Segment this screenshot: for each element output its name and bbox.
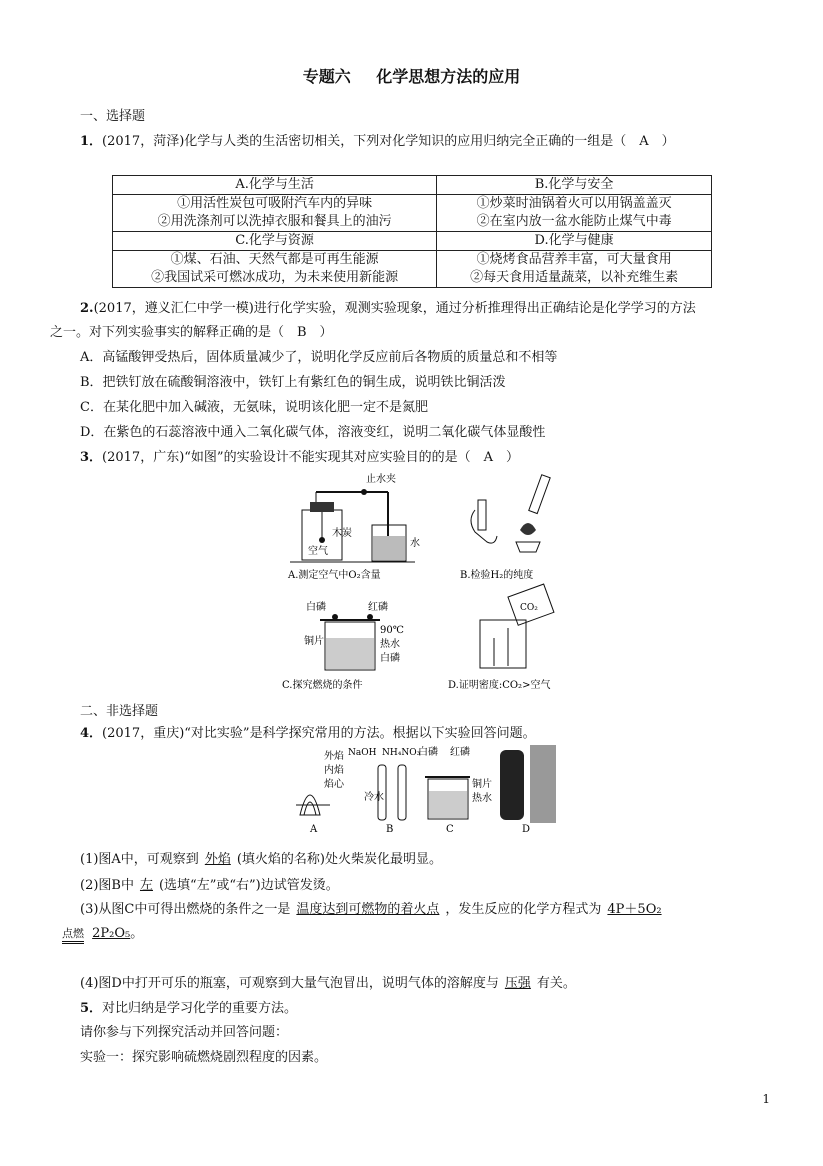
question-5 <box>80 997 297 1016</box>
title-part2: 化学思想方法的应用 <box>376 67 521 86</box>
q4-c2: 红磷 <box>450 747 470 758</box>
table-cell: A.化学与生活 <box>113 176 437 195</box>
q2-option-a: A．高锰酸钾受热后，固体质量减少了，说明化学反应前后各物质的质量总和不相等 <box>80 350 558 365</box>
table-row <box>113 195 712 232</box>
q4-number: 4． <box>80 726 103 741</box>
q4-fig-d <box>500 745 556 835</box>
q4-p4-answer: 压强 <box>504 976 531 991</box>
fig-c-hot: 热水 <box>380 639 400 650</box>
q4-p1-answer: 外焰 <box>204 852 231 867</box>
q4-part3 <box>80 898 668 917</box>
q4-p1a: (1)图A中，可观察到 <box>80 852 199 867</box>
q4-c1: 白磷 <box>418 747 438 758</box>
fig-a-label: 止水夹 <box>366 474 396 485</box>
q4-part3-cont: 点燃 2P₂O₅。 <box>62 922 143 944</box>
q4-p4a: (4)图D中打开可乐的瓶塞，可观察到大量气泡冒出，说明气体的溶解度与 <box>80 976 499 991</box>
q4-b2: NH₄NO₃ <box>382 748 421 758</box>
section-heading-1: 一、选择题 <box>80 109 146 124</box>
q3-text: (2017，广东)“如图”的实验设计不能实现其对应实验目的的是（ A ） <box>102 450 519 465</box>
fig-c-hong: 红磷 <box>368 602 388 613</box>
page-title <box>0 64 823 87</box>
fig-c-caption: C.探究燃烧的条件 <box>282 680 363 691</box>
q4-a1: 外焰 <box>324 751 344 762</box>
section-heading-2: 二、非选择题 <box>80 704 159 719</box>
q4-la: A <box>310 824 318 835</box>
q4-lc: C <box>446 824 454 835</box>
q4-fig-a <box>296 749 345 835</box>
table-cell: ①烧烤食品营养丰富，可大量食用 ②每天食用适量蔬菜，以补充维生素 <box>437 251 712 288</box>
table-cell: C.化学与资源 <box>113 232 437 251</box>
q4-part4 <box>80 972 576 991</box>
table-cell: B.化学与安全 <box>437 176 712 195</box>
q4-figure <box>290 745 570 835</box>
fig-b-caption: B.检验H₂的纯度 <box>460 570 534 581</box>
q4-b3: 冷水 <box>364 792 384 803</box>
clamp-icon <box>361 489 367 495</box>
q3-fig-a <box>287 472 420 581</box>
q4-p2a: (2)图B中 <box>80 878 134 893</box>
q4-a3: 焰心 <box>324 779 344 790</box>
fig-a-water: 水 <box>410 538 420 549</box>
fig-c-temp: 90℃ <box>380 625 404 636</box>
q3-figure <box>280 470 580 695</box>
question-1 <box>80 130 675 149</box>
q2-number: 2. <box>80 301 94 316</box>
q4-p3-product: 2P₂O₅ <box>92 926 131 941</box>
fig-a-caption: A.测定空气中O₂含量 <box>288 570 381 581</box>
q2-option-d: D．在紫色的石蕊溶液中通入二氧化碳气体，溶液变红，说明二氧化碳气体显酸性 <box>80 425 546 440</box>
q4-b1: NaOH <box>348 748 377 758</box>
q4-c3: 铜片 <box>472 779 492 790</box>
q4-p4b: 有关。 <box>536 976 576 991</box>
q4-p3a: (3)从图C中可得出燃烧的条件之一是 <box>80 902 291 917</box>
q4-p3-answer: 温度达到可燃物的着火点 <box>296 902 440 917</box>
page-number: 1 <box>762 1092 770 1106</box>
q4-lb: B <box>386 824 394 835</box>
q4-p1b: (填火焰的名称)处火柴炭化最明显。 <box>236 852 442 867</box>
q4-fig-b <box>348 748 421 835</box>
fig-d-caption: D.证明密度:CO₂>空气 <box>448 680 551 691</box>
q1-text: (2017，菏泽)化学与人类的生活密切相关，下列对化学知识的应用归纳完全正确的一组是（ A ） <box>102 134 675 149</box>
q2-line1: (2017，遵义汇仁中学一模)进行化学实验，观测实验现象，通过分析推理得出正确结论是化学学习的方法 <box>93 301 696 316</box>
table-cell: ①煤、石油、天然气都是可再生能源 ②我国试采可燃冰成功，为未来使用新能源 <box>113 251 437 288</box>
q3-fig-b <box>460 475 550 581</box>
table-cell: ①炒菜时油锅着火可以用锅盖盖灭 ②在室内放一盆水能防止煤气中毒 <box>437 195 712 232</box>
question-2 <box>80 297 696 316</box>
q2-option-b: B．把铁钉放在硫酸铜溶液中，铁钉上有紫红色的铜生成，说明铁比铜活泼 <box>80 375 506 390</box>
question-4 <box>80 722 536 741</box>
fig-c-bai: 白磷 <box>306 602 326 613</box>
fig-a-air: 空气 <box>308 546 328 557</box>
table-row <box>113 232 712 251</box>
q4-p2b: (选填“左”或“右”)边试管发烫。 <box>158 878 339 893</box>
q1-number: 1． <box>80 134 103 149</box>
fig-c-cu: 铜片 <box>304 636 324 647</box>
q4-a2: 内焰 <box>324 765 344 776</box>
fig-d-co2: CO₂ <box>520 603 538 613</box>
table-row <box>113 251 712 288</box>
q5-text: 对比归纳是学习化学的重要方法。 <box>102 1001 298 1016</box>
q3-fig-d <box>448 584 554 691</box>
q3-fig-c <box>282 600 404 691</box>
q4-p3-condition: 点燃 <box>62 927 84 944</box>
q5-line2: 请你参与下列探究活动并回答问题： <box>80 1025 289 1040</box>
question-3 <box>80 446 519 465</box>
q5-number: 5． <box>80 1001 103 1016</box>
q4-ld: D <box>522 824 531 835</box>
q4-p2-answer: 左 <box>139 878 153 893</box>
q4-c4: 热水 <box>472 793 492 804</box>
table-cell: D.化学与健康 <box>437 232 712 251</box>
q4-text: (2017，重庆)“对比实验”是科学探究常用的方法。根据以下实验回答问题。 <box>102 726 536 741</box>
table-row <box>113 176 712 195</box>
q4-part2 <box>80 874 339 893</box>
q2-option-c: C．在某化肥中加入碱液，无氨味，说明该化肥一定不是氮肥 <box>80 400 428 415</box>
q2-line2: 之一。对下列实验事实的解释正确的是（ B ） <box>50 325 333 340</box>
q1-table <box>112 175 712 288</box>
q4-p3b: ，发生反应的化学方程式为 <box>445 902 602 917</box>
title-part1: 专题六 <box>302 67 351 86</box>
table-cell: ①用活性炭包可吸附汽车内的异味 ②用洗涤剂可以洗掉衣服和餐具上的油污 <box>113 195 437 232</box>
q4-part1 <box>80 848 442 867</box>
q4-fig-c <box>418 745 492 835</box>
q4-p3-equation: 4P＋5O₂ <box>607 902 662 917</box>
fig-c-bai2: 白磷 <box>380 653 400 664</box>
q3-number: 3． <box>80 450 103 465</box>
q5-line3: 实验一：探究影响硫燃烧剧烈程度的因素。 <box>80 1050 328 1065</box>
fig-a-tan: 木炭 <box>332 528 352 539</box>
